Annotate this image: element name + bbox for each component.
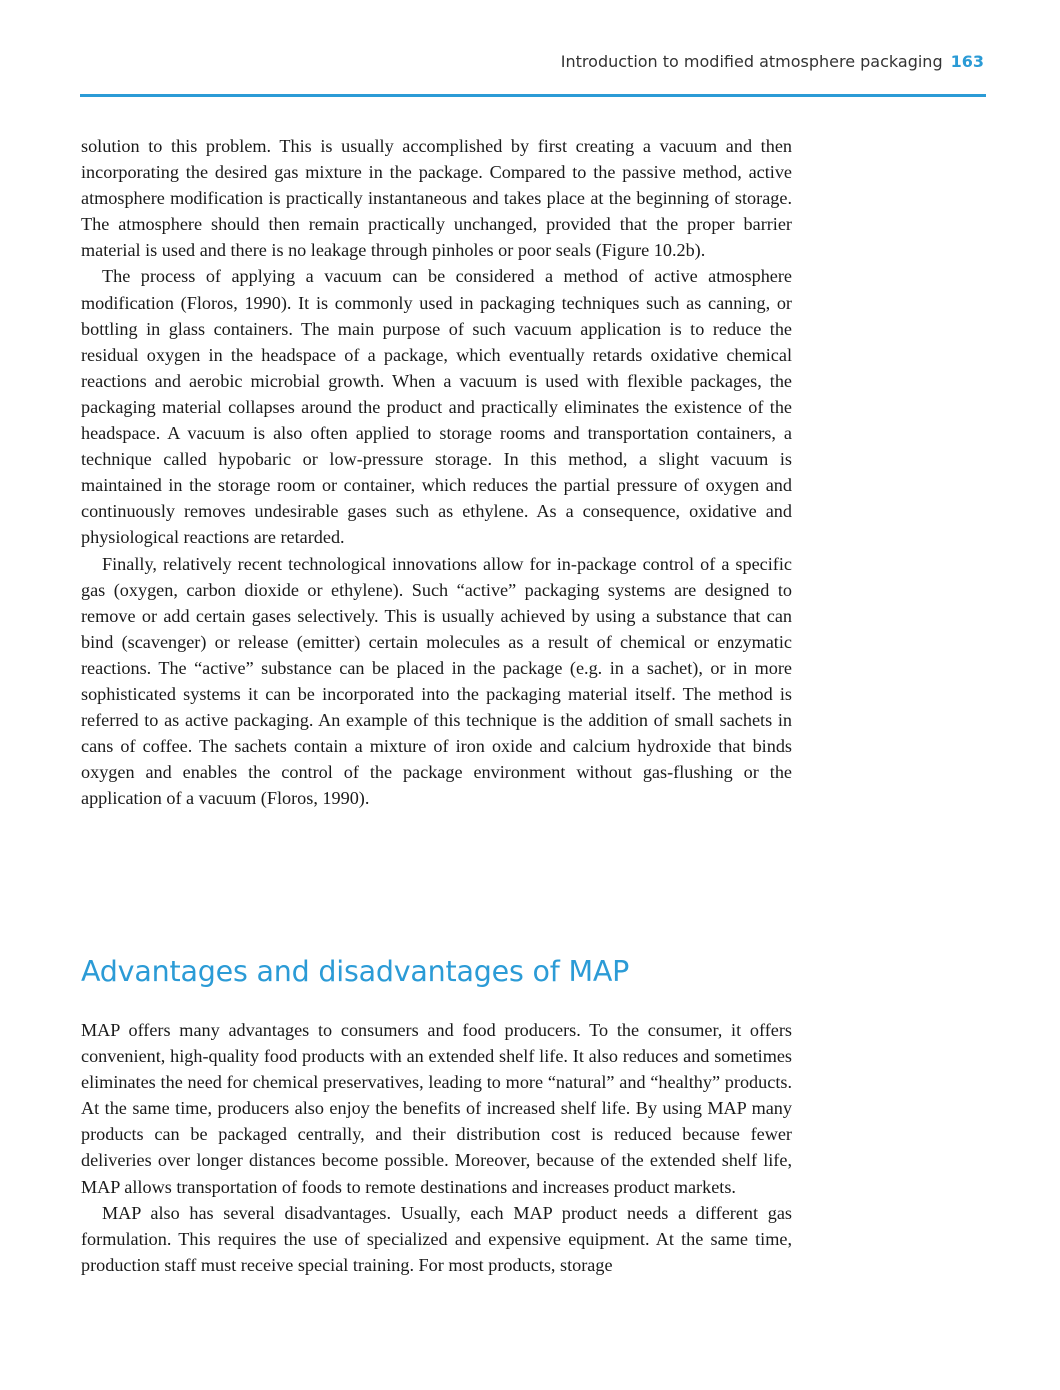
running-header	[561, 52, 984, 71]
paragraph-continued: solution to this problem. This is usually accomplished by first creating a vacuum and then incorporating the desired gas mixture in the package. Compared to the passive method, active atmosphere modification is practically instantaneous and takes place at the beginning of storage. The atmosphere should then remain practically unchanged, provided that the proper barrier material is used and there is no leakage through pinholes or poor seals (Figure 10.2b).	[81, 136, 792, 261]
section-text	[81, 1017, 792, 1278]
running-title: Introduction to modified atmosphere packaging	[560, 52, 943, 71]
body-text	[81, 133, 792, 811]
header-rule	[80, 94, 986, 97]
paragraph-vacuum: The process of applying a vacuum can be considered a method of active atmosphere modification (Floros, 1990). It is commonly used in packaging techniques such as canning, or bottling in glass containers. The main purpose of such vacuum application is to reduce the residual oxygen in the headspace of a package, which eventually retards oxidative chemical reactions and aerobic microbial growth. When a vacuum is used with flexible packages, the packaging material collapses around the product and practically eliminates the existence of the headspace. A vacuum is also often applied to storage rooms and transportation containers, a technique called hypobaric or low-pressure storage. In this method, a slight vacuum is maintained in the storage room or container, which reduces the partial pressure of oxygen and continuously removes undesirable gases such as ethylene. As a consequence, oxidative and physiological reactions are retarded.	[81, 266, 792, 548]
page-number: 163	[950, 52, 984, 71]
paragraph-active-packaging: Finally, relatively recent technological innovations allow for in-package control of a specific gas (oxygen, carbon dioxide or ethylene). Such “active” packaging systems are designed to remove or add certain gases selectively. This is usually achieved by using a substance that can bind (scavenger) or release (emitter) certain molecules as a result of chemical or enzymatic reactions. The “active” substance can be placed in the package (e.g. in a sachet), or in more sophisticated systems it can be incorporated into the packaging material itself. The method is referred to as active packaging. An example of this technique is the addition of small sachets in cans of coffee. The sachets contain a mixture of iron oxide and calcium hydroxide that binds oxygen and enables the control of the package environment without gas-flushing or the application of a vacuum (Floros, 1990).	[81, 553, 792, 809]
section-heading: Advantages and disadvantages of MAP	[81, 955, 630, 988]
paragraph-disadvantages: MAP also has several disadvantages. Usually, each MAP product needs a different gas formulation. This requires the use of specialized and expensive equipment. At the same time, production staff must receive special training. For most products, storage	[81, 1202, 792, 1275]
paragraph-advantages: MAP offers many advantages to consumers and food producers. To the consumer, it offers convenient, high-quality food products with an extended shelf life. It also reduces and sometimes eliminates the need for chemical preservatives, leading to more “natural” and “healthy” products. At the same time, producers also enjoy the benefits of increased shelf life. By using MAP many products can be packaged centrally, and their distribution cost is reduced because fewer deliveries over longer distances become possible. Moreover, because of the extended shelf life, MAP allows transportation of foods to remote destinations and increases product markets.	[81, 1020, 792, 1197]
